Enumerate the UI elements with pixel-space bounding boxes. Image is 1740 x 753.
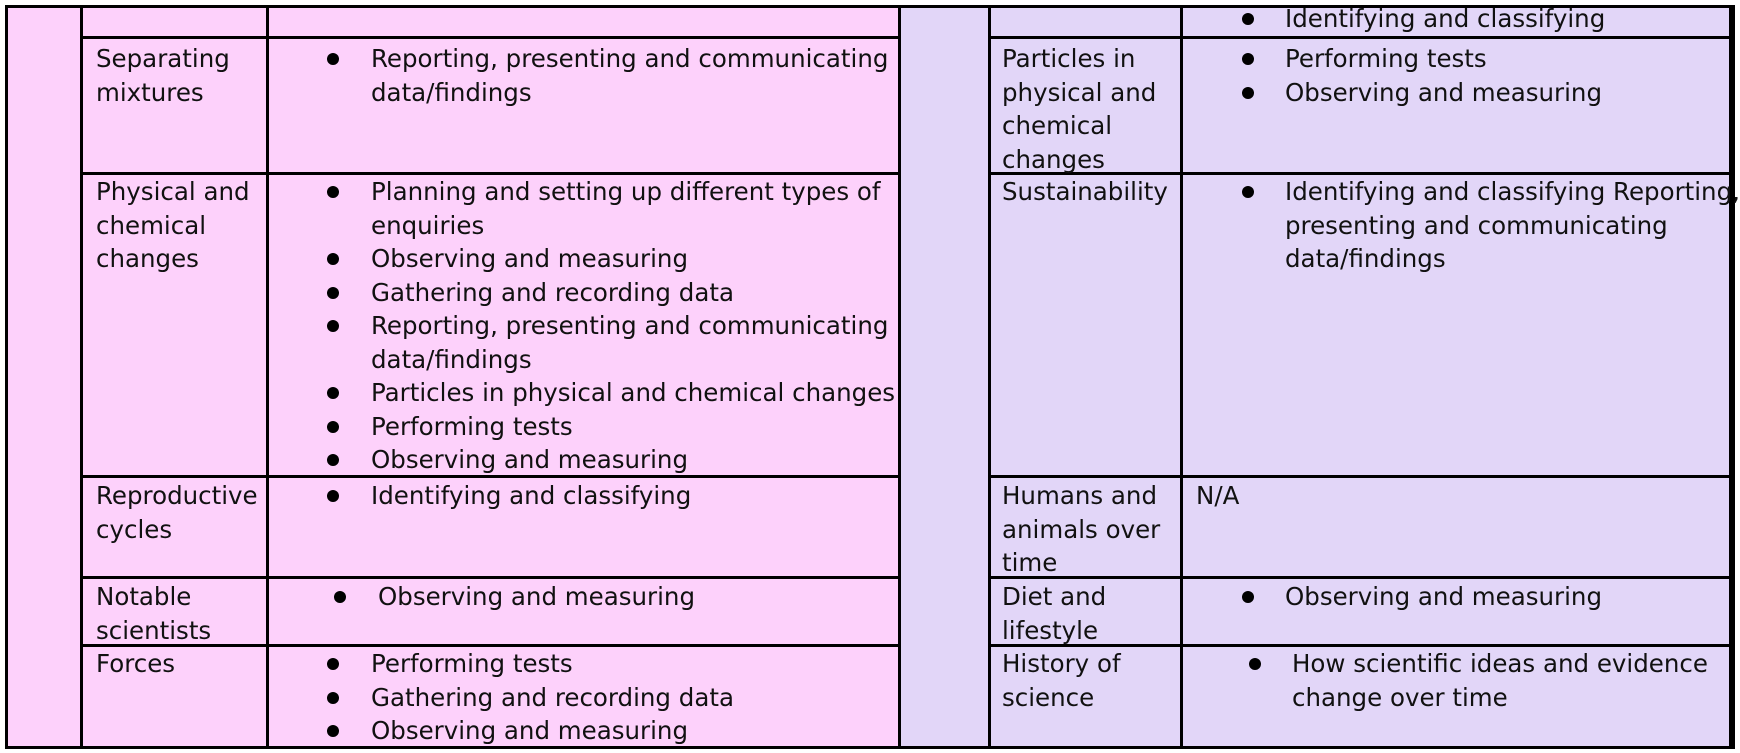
bullet-icon	[1242, 591, 1254, 603]
left-skill-line: Reporting, presenting and communicating	[371, 44, 889, 73]
row-divider	[988, 475, 1732, 478]
left-skill-line: Gathering and recording data	[371, 277, 734, 307]
right-skill-line: data/findings	[1285, 244, 1446, 273]
topic-line: chemical	[96, 210, 207, 240]
row-divider	[80, 576, 901, 579]
bullet-icon	[1242, 13, 1254, 25]
right-skill-line: Observing and measuring	[1285, 582, 1603, 611]
right-skill-line: Identifying and classifying	[1285, 4, 1606, 33]
right-skill-line: presenting and communicating	[1285, 210, 1668, 240]
topic-line: changes	[96, 244, 199, 273]
bullet-icon	[327, 53, 339, 65]
left-skill-line: enquiries	[371, 210, 485, 240]
bullet-icon	[327, 320, 339, 332]
left-topic-3	[96, 479, 258, 546]
topic-line: Physical and	[96, 177, 250, 206]
topic-line: science	[1002, 682, 1095, 712]
left-topic-1	[96, 42, 230, 109]
column-divider	[1180, 5, 1183, 749]
left-skill-line: Gathering and recording data	[371, 682, 734, 712]
row-divider	[80, 36, 901, 39]
topic-line: Forces	[96, 649, 176, 678]
right-skill-line: change over time	[1292, 682, 1508, 712]
left-topic-2	[96, 175, 250, 276]
left-skill-line: Observing and measuring	[378, 582, 696, 611]
bullet-icon	[327, 725, 339, 737]
column-divider	[1729, 5, 1732, 749]
topic-line: Diet and	[1002, 582, 1107, 611]
column-divider	[266, 5, 269, 749]
topic-line: chemical	[1002, 111, 1113, 140]
left-topic-4	[96, 580, 211, 647]
bullet-icon	[334, 591, 346, 603]
topic-line: Sustainability	[1002, 177, 1168, 206]
topic-line: time	[1002, 548, 1058, 577]
bullet-icon	[1249, 658, 1261, 670]
topic-line: Separating	[96, 44, 230, 73]
topic-line: Reproductive	[96, 481, 258, 510]
right-skill-line: Performing tests	[1285, 44, 1487, 73]
right-skill-line: How scientific ideas and evidence	[1292, 649, 1708, 678]
column-divider	[898, 5, 901, 749]
topic-line: animals over	[1002, 514, 1161, 544]
bullet-icon	[1242, 186, 1254, 198]
bullet-icon	[327, 387, 339, 399]
left-skill-line: Performing tests	[371, 649, 573, 678]
right-skill-text: N/A	[1196, 481, 1240, 510]
left-skill-line: Observing and measuring	[371, 445, 689, 474]
topic-line: mixtures	[96, 77, 204, 107]
left-skill-line: Observing and measuring	[371, 244, 689, 273]
left-skill-line: Identifying and classifying	[371, 481, 692, 510]
left-skill-line: Observing and measuring	[371, 716, 689, 745]
topic-line: Particles in	[1002, 44, 1136, 73]
bullet-icon	[1242, 53, 1254, 65]
topic-line: changes	[1002, 144, 1105, 174]
topic-line: scientists	[96, 615, 212, 645]
right-topic-1	[1002, 42, 1156, 176]
column-divider	[988, 5, 991, 749]
bullet-icon	[327, 253, 339, 265]
bullet-icon	[327, 454, 339, 466]
topic-line: physical and	[1002, 77, 1157, 107]
right-topic-2	[1002, 175, 1168, 209]
topic-line: History of	[1002, 649, 1121, 678]
right-skill-line: Observing and measuring	[1285, 77, 1603, 107]
row-divider	[988, 36, 1732, 39]
right-topic-5	[1002, 647, 1121, 714]
topic-line: lifestyle	[1002, 615, 1099, 645]
bullet-icon	[1242, 87, 1254, 99]
bullet-icon	[327, 692, 339, 704]
left-skill-line: Planning and setting up different types of	[371, 177, 881, 206]
bullet-icon	[327, 421, 339, 433]
column-divider	[80, 5, 83, 749]
bullet-icon	[327, 287, 339, 299]
right-topic-4	[1002, 580, 1106, 647]
left-skill-line: Performing tests	[371, 411, 573, 441]
left-skill-line: data/findings	[371, 77, 532, 107]
right-skill-line: Identifying and classifying Reporting,	[1285, 177, 1740, 206]
left-skill-line: data/findings	[371, 344, 532, 374]
topic-line: Notable	[96, 582, 192, 611]
bullet-icon	[327, 186, 339, 198]
bullet-icon	[327, 490, 339, 502]
bullet-icon	[327, 658, 339, 670]
left-skill-line: Particles in physical and chemical changes	[371, 378, 896, 407]
left-skill-line: Reporting, presenting and communicating	[371, 311, 889, 340]
left-topic-5	[96, 647, 175, 681]
topic-line: cycles	[96, 514, 173, 544]
topic-line: Humans and	[1002, 481, 1158, 510]
right-topic-3	[1002, 479, 1160, 580]
